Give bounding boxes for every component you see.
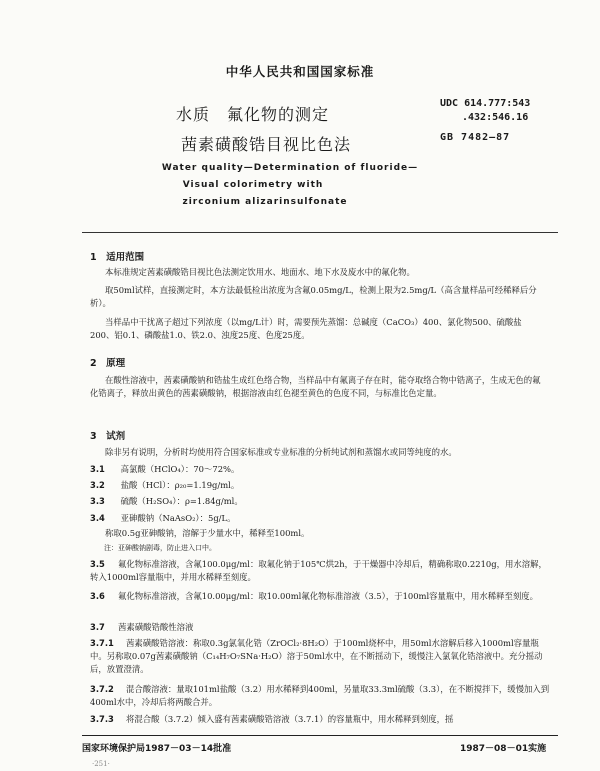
standard-label: 中华人民共和国国家标准: [225, 64, 375, 79]
item-number: 3.6: [90, 591, 105, 601]
item-number: 3.4: [90, 513, 105, 523]
item-number: 3.7.1: [90, 638, 114, 648]
document-title-line2: 茜素磺酸锆目视比色法: [181, 135, 352, 154]
english-title-line1: Water quality—Determination of fluoride—: [161, 163, 419, 173]
reagent-item: [90, 479, 550, 492]
top-divider: [82, 232, 558, 233]
section-3-heading: 3 试剂: [90, 431, 126, 442]
item-text: 盐酸（HCl）：ρ₂₀=1.19g/ml。: [120, 480, 240, 490]
item-text: 高氯酸（HClO₄）：70～72%。: [120, 464, 240, 474]
reagent-item-3-7-3: [90, 713, 550, 726]
gb-number: GB 7482—87: [440, 132, 511, 143]
document-title-line1: 水质 氟化物的测定: [176, 105, 330, 124]
approval-date: 国家环境保护局1987－03－14批准: [82, 744, 232, 754]
udc-number-line2: .432:546.16: [462, 112, 529, 123]
section-1-paragraph-2: 取50ml试样，直接测定时，本方法最低检出浓度为含氟0.05mg/L，检测上限为2.5mg/L（高含量样品可经稀释后分析）。: [90, 285, 537, 308]
item-number: 3.7.3: [90, 714, 114, 724]
item-text: 茜素磺酸锆酸性溶液: [118, 622, 194, 632]
reagent-item: [90, 512, 550, 525]
item-text: 氟化物标准溶液，含氟100.0μg/ml：取氟化钠于105℃烘2h，于干燥器中冷却后，精确称取0.2210g，用水溶解，转入1000ml容量瓶中，并用水稀释至刻度。: [90, 559, 547, 582]
reagent-item-3-7: [90, 621, 550, 634]
reagent-item: [90, 463, 550, 476]
reagent-item: [90, 495, 550, 508]
section-1-paragraph-3: 当样品中干扰离子超过下列浓度（以mg/L计）时，需要预先蒸馏：总碱度（CaCO₃）400、氯化物500、硫酸盐200、铝0.1、磷酸盐1.0、铁2.0、浊度25度、色度25度。: [90, 317, 522, 340]
bottom-divider: [82, 735, 558, 736]
reagent-item-3-6: [90, 590, 550, 603]
page-number: ·251·: [92, 760, 110, 768]
item-number: 3.5: [90, 559, 105, 569]
item-number: 3.1: [90, 464, 105, 474]
item-text: 将混合酸（3.7.2）倾入盛有茜素磺酸锆溶液（3.7.1）的容量瓶中，用水稀释到刻度，摇: [126, 714, 454, 724]
item-number: 3.2: [90, 480, 105, 490]
reagent-item-3-7-1: [90, 637, 550, 676]
item-text: 茜素磺酸锆溶液：称取0.3g氯氧化锆（ZrOCl₂·8H₂O）于100ml烧杯中，用50ml水溶解后移入1000ml容量瓶中。另称取0.07g茜素磺酸钠（C₁₄H₇O₇SNa·H₂O）溶于50ml水中，在不断摇动下，缓慢注入氯氧化锆溶液中。充分摇动后，放置澄清。: [90, 638, 543, 674]
english-title-line3: zirconium alizarinsulfonate: [182, 197, 348, 207]
reagent-item-3-7-2: [90, 683, 550, 709]
section-1-heading: 1 适用范围: [90, 252, 145, 263]
item-3-4-note: 注：亚砷酸钠剧毒，防止进入口中。: [104, 544, 216, 552]
item-number: 3.7: [90, 622, 105, 632]
item-text: 混合酸溶液：量取101ml盐酸（3.2）用水稀释到400ml，另量取33.3ml硫酸（3.3），在不断搅拌下，缓慢加入到400ml水中，冷却后将两酸合并。: [90, 684, 550, 707]
item-3-4-detail: 称取0.5g亚砷酸钠，溶解于少量水中，稀释至100ml。: [105, 528, 310, 538]
implementation-date: 1987－08－01实施: [460, 744, 547, 754]
item-text: 亚砷酸钠（NaAsO₂）：5g/L。: [120, 513, 236, 523]
section-2-heading: 2 原理: [90, 358, 126, 369]
english-title-line2: Visual colorimetry with: [182, 180, 324, 190]
item-text: 硫酸（H₂SO₄）：ρ=1.84g/ml。: [120, 496, 243, 506]
reagent-item-3-5: [90, 558, 550, 584]
item-number: 3.7.2: [90, 684, 114, 694]
section-2-paragraph-1: 在酸性溶液中，茜素磺酸钠和锆盐生成红色络合物，当样品中有氟离子存在时，能夺取络合物中锆离子，生成无色的氟化锆离子，释放出黄色的茜素磺酸钠，根据溶液由红色褪至黄色的色度不同，与标准比色定量。: [90, 375, 541, 398]
section-1-paragraph-1: 本标准规定茜素磺酸锆目视比色法测定饮用水、地面水、地下水及废水中的氟化物。: [105, 267, 415, 277]
udc-number-line1: UDC 614.777:543: [440, 98, 531, 109]
section-3-paragraph-1: 除非另有说明，分析时均使用符合国家标准或专业标准的分析纯试剂和蒸馏水或同等纯度的水。: [105, 447, 457, 457]
item-text: 氟化物标准溶液，含氟10.00μg/ml：取10.00ml氟化物标准溶液（3.5），于100ml容量瓶中，用水稀释至刻度。: [118, 591, 539, 601]
item-number: 3.3: [90, 496, 105, 506]
